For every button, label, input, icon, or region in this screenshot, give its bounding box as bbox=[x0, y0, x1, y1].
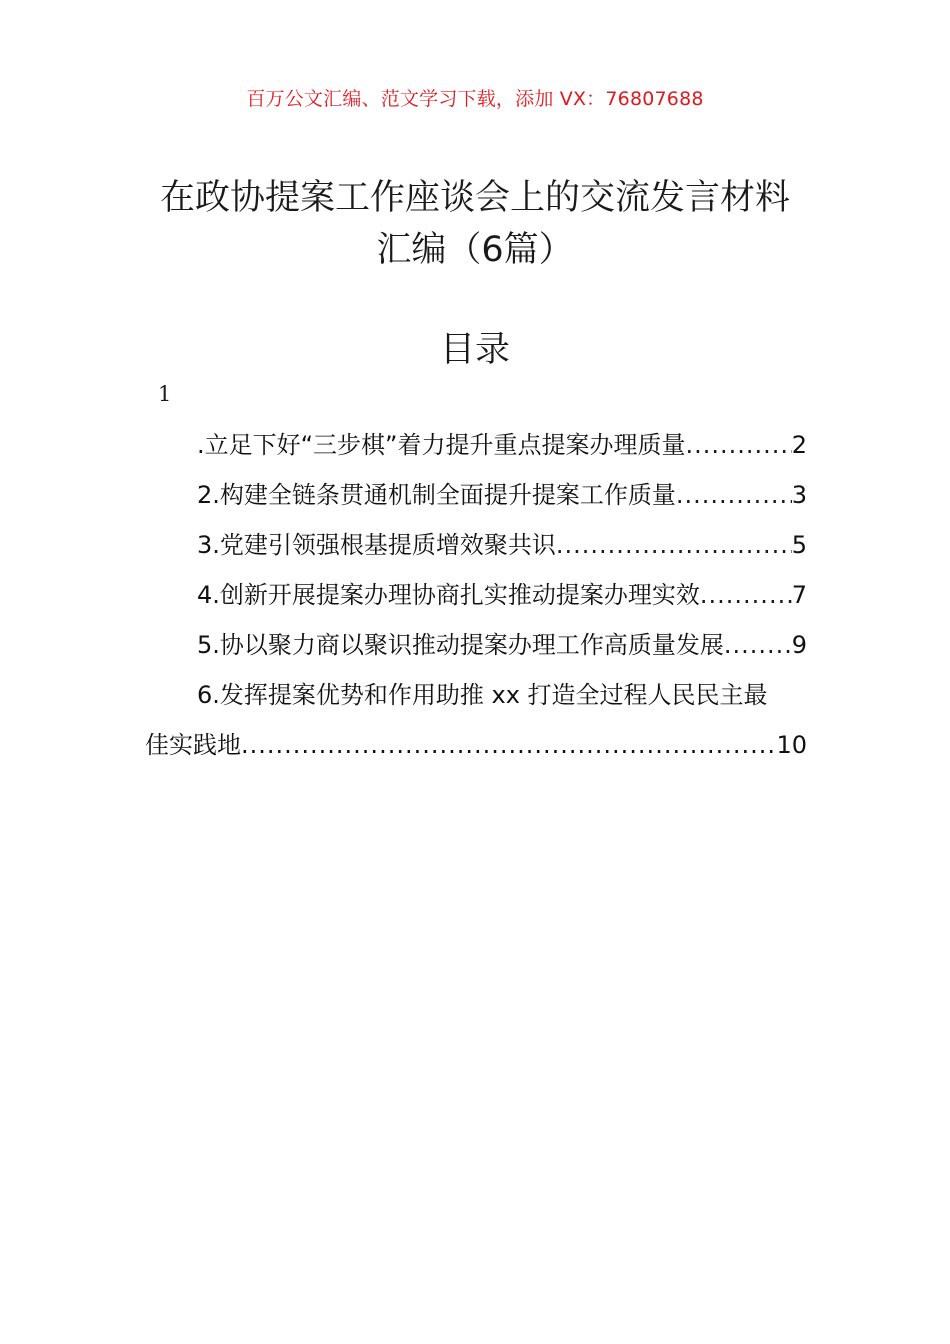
toc-entry-page: 7 bbox=[791, 581, 807, 609]
toc-entry-label-line-2: 佳实践地 bbox=[145, 731, 241, 759]
toc-entry-6[interactable] bbox=[145, 670, 807, 770]
toc-entry-page: 3 bbox=[791, 481, 807, 509]
document-title bbox=[120, 172, 830, 276]
toc-entry-page: 5 bbox=[791, 531, 807, 559]
toc-entry-label: 4.创新开展提案办理协商扎实推动提案办理实效 bbox=[197, 581, 700, 609]
toc-entry-5[interactable] bbox=[145, 620, 807, 670]
toc-dot-leader bbox=[556, 520, 792, 570]
toc-entry-label: .立足下好“三步棋”着力提升重点提案办理质量 bbox=[197, 431, 686, 459]
toc-entry-page: 9 bbox=[791, 631, 807, 659]
toc-entry-3[interactable] bbox=[145, 520, 807, 570]
toc-dot-leader bbox=[676, 470, 792, 520]
toc-entry-page: 10 bbox=[776, 731, 807, 759]
toc-entry-4[interactable] bbox=[145, 570, 807, 620]
toc-entry-page: 2 bbox=[791, 431, 807, 459]
toc-entry-label: 2.构建全链条贯通机制全面提升提案工作质量 bbox=[197, 481, 676, 509]
watermark-header-note: 百万公文汇编、范文学习下载，添加 VX：76807688 bbox=[246, 88, 704, 110]
table-of-contents bbox=[145, 420, 807, 770]
toc-entry-label-line-1: 6.发挥提案优势和作用助推 xx 打造全过程人民民主最 bbox=[197, 681, 768, 709]
toc-entry-label: 3.党建引领强根基提质增效聚共识 bbox=[197, 531, 556, 559]
document-title-line-1: 在政协提案工作座谈会上的交流发言材料 bbox=[159, 178, 790, 218]
toc-entry-2[interactable] bbox=[145, 470, 807, 520]
stray-number: 1 bbox=[158, 382, 172, 406]
document-title-line-2: 汇编（6篇） bbox=[376, 230, 574, 270]
toc-dot-leader bbox=[700, 570, 792, 620]
toc-dot-leader bbox=[241, 720, 776, 770]
toc-entry-1[interactable] bbox=[145, 420, 807, 470]
toc-dot-leader bbox=[686, 420, 792, 470]
toc-entry-label: 5.协以聚力商以聚识推动提案办理工作高质量发展 bbox=[197, 631, 724, 659]
toc-dot-leader bbox=[724, 620, 792, 670]
toc-heading: 目录 bbox=[439, 330, 510, 370]
